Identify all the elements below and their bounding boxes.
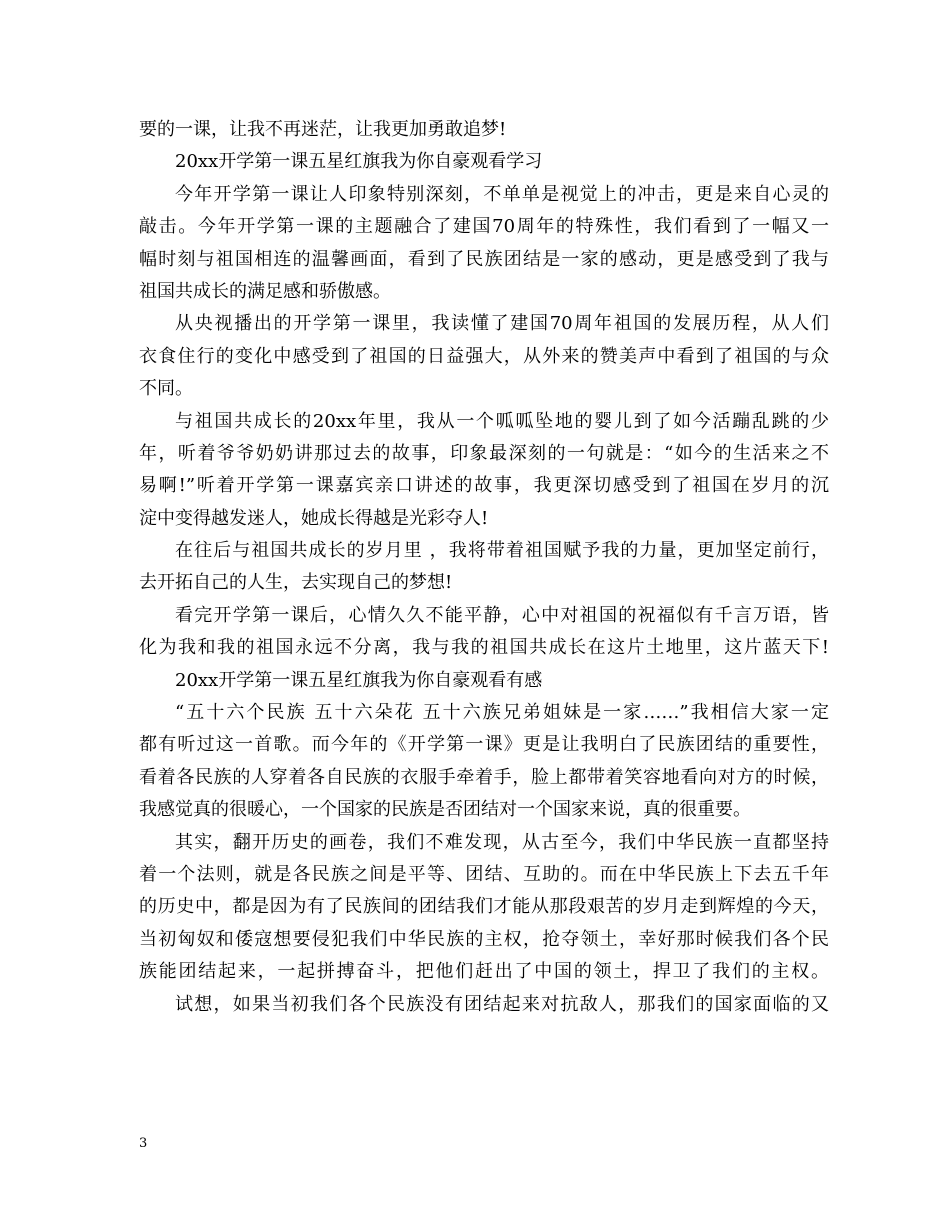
- text-line: 去开拓自己的人生，去实现自己的梦想!: [139, 572, 453, 594]
- text-line: 族能团结起来，一起拼搏奋斗，把他们赶出了中国的领土，捍卫了我们的主权。: [139, 961, 829, 983]
- text-line: 与祖国共成长的20xx年里，我从一个呱呱坠地的婴儿到了如今活蹦乱跳的少: [175, 410, 829, 432]
- text-line: 化为我和我的祖国永远不分离，我与我的祖国共成长在这片土地里，这片蓝天下!: [139, 637, 829, 659]
- text-line: “五十六个民族 五十六朵花 五十六族兄弟姐妹是一家……”我相信大家一定: [175, 702, 829, 724]
- text-line: 我感觉真的很暖心，一个国家的民族是否团结对一个国家来说，真的很重要。: [139, 799, 751, 821]
- text-line: 衣食住行的变化中感受到了祖国的日益强大，从外来的赞美声中看到了祖国的与众: [139, 345, 829, 367]
- text-line: 不同。: [139, 378, 193, 400]
- text-line: 今年开学第一课让人印象特别深刻，不单单是视觉上的冲击，更是来自心灵的: [175, 183, 829, 205]
- text-line: 试想，如果当初我们各个民族没有团结起来对抗敌人，那我们的国家面临的又: [175, 993, 829, 1015]
- text-line: 的历史中，都是因为有了民族间的团结我们才能从那段艰苦的岁月走到辉煌的今天，: [139, 896, 829, 918]
- page-number: 3: [139, 1136, 148, 1151]
- text-line: 要的一课，让我不再迷茫，让我更加勇敢追梦!: [139, 119, 507, 140]
- document-body: [139, 114, 829, 1021]
- section-heading: 20xx开学第一课五星红旗我为你自豪观看有感: [175, 669, 543, 691]
- text-line: 看着各民族的人穿着各自民族的衣服手牵着手，脸上都带着笑容地看向对方的时候，: [139, 766, 829, 788]
- text-line: 从央视播出的开学第一课里，我读懂了建国70周年祖国的发展历程，从人们: [175, 313, 829, 335]
- text-line: 易啊!”听着开学第一课嘉宾亲口讲述的故事，我更深切感受到了祖国在岁月的沉: [139, 475, 829, 497]
- text-line: 当初匈奴和倭寇想要侵犯我们中华民族的主权，抢夺领土，幸好那时候我们各个民: [139, 928, 829, 950]
- text-line: 看完开学第一课后，心情久久不能平静，心中对祖国的祝福似有千言万语，皆: [175, 604, 829, 626]
- text-line: 幅时刻与祖国相连的温馨画面，看到了民族团结是一家的感动，更是感受到了我与: [139, 248, 829, 270]
- text-line: 敲击。今年开学第一课的主题融合了建国70周年的特殊性，我们看到了一幅又一: [139, 216, 829, 238]
- text-line: 在往后与祖国共成长的岁月里 ，我将带着祖国赋予我的力量，更加坚定前行，: [175, 540, 829, 562]
- text-line: 着一个法则，就是各民族之间是平等、团结、互助的。而在中华民族上下去五千年: [139, 863, 829, 885]
- text-line: 其实，翻开历史的画卷，我们不难发现，从古至今，我们中华民族一直都坚持: [175, 831, 829, 853]
- text-line: 祖国共成长的满足感和骄傲感。: [139, 280, 391, 302]
- text-line: 淀中变得越发迷人，她成长得越是光彩夺人!: [139, 507, 489, 529]
- text-line: 年，听着爷爷奶奶讲那过去的故事，印象最深刻的一句就是：“如今的生活来之不: [139, 442, 829, 464]
- section-heading: 20xx开学第一课五星红旗我为你自豪观看学习: [175, 151, 543, 173]
- text-line: 都有听过这一首歌。而今年的《开学第一课》更是让我明白了民族团结的重要性，: [139, 734, 829, 756]
